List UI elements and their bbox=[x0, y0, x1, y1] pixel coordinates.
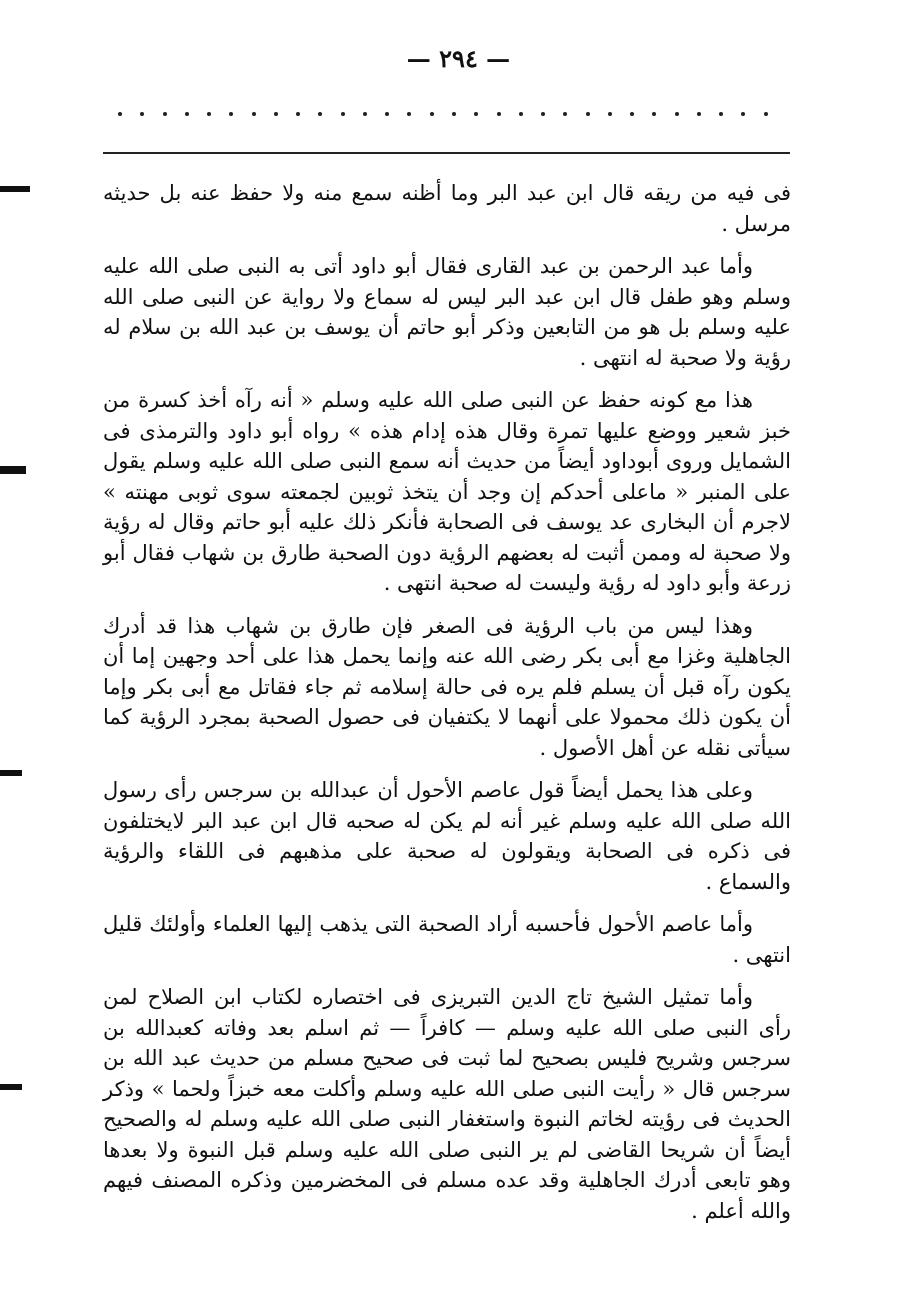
paragraph: فى فيه من ريقه قال ابن عبد البر وما أظنه سمع منه ولا حفظ عنه بل حديثه مرسل . bbox=[103, 181, 791, 236]
separator-dot bbox=[764, 112, 768, 116]
paragraph: وأما عبد الرحمن بن عبد القارى فقال أبو داود أتى به النبى صلى الله عليه وسلم وهو طفل قال ابن عبد البر ليس له سماع ولا رواية عن النبى صلى الله عليه وسلم بل هو من التابعين وذكر أبو حاتم أن يوسف بن عبد الله بن سلام له رؤية ولا صحبة له انتهى . bbox=[103, 254, 791, 370]
separator-dot bbox=[140, 112, 144, 116]
scan-edge-mark bbox=[0, 186, 30, 192]
separator-dot bbox=[586, 112, 590, 116]
separator-dot bbox=[541, 112, 545, 116]
header-rule bbox=[103, 152, 790, 154]
separator-dot bbox=[563, 112, 567, 116]
separator-dot bbox=[296, 112, 300, 116]
separator-dot bbox=[430, 112, 434, 116]
separator-dot bbox=[341, 112, 345, 116]
separator-dot bbox=[207, 112, 211, 116]
separator-dot bbox=[630, 112, 634, 116]
separator-dot bbox=[318, 112, 322, 116]
separator-dot bbox=[363, 112, 367, 116]
separator-dot bbox=[407, 112, 411, 116]
page-number: — ٢٩٤ — bbox=[406, 44, 511, 73]
dotted-separator bbox=[118, 112, 768, 116]
scan-edge-mark bbox=[0, 466, 26, 474]
separator-dot bbox=[675, 112, 679, 116]
separator-dot bbox=[719, 112, 723, 116]
paragraph: وهذا ليس من باب الرؤية فى الصغر فإن طارق بن شهاب هذا قد أدرك الجاهلية وغزا مع أبى بكر رضى الله عنه وإنما يحمل هذا على أحد وجهين إما أن يكون رآه قبل أن يسلم فلم يره فى حالة إسلامه ثم جاء فقاتل مع أبى بكر وإما أن يكون ذلك محمولا على أنهما لا يكتفيان فى حصول الصحبة بمجرد الرؤية كما سيأتى نقله عن أهل الأصول . bbox=[103, 613, 791, 760]
separator-dot bbox=[497, 112, 501, 116]
separator-dot bbox=[118, 112, 122, 116]
separator-dot bbox=[652, 112, 656, 116]
paragraph: وأما عاصم الأحول فأحسبه أراد الصحبة التى يذهب إليها العلماء وأولئك قليل انتهى . bbox=[103, 912, 791, 967]
paragraph: هذا مع كونه حفظ عن النبى صلى الله عليه وسلم « أنه رآه أخذ كسرة من خبز شعير ووضع عليها تمرة وقال هذه إدام هذه » رواه أبو داود والترمذى فى الشمايل وروى أبوداود أيضاً من حديث أنه سمع النبى صلى الله عليه وسلم يقول على المنبر « ماعلى أحدكم إن وجد أن يتخذ ثوبين لجمعته سوى ثوبى مهنته » لاجرم أن البخارى عد يوسف فى الصحابة فأنكر ذلك عليه أبو حاتم وقال له رؤية ولا صحبة له وممن أثبت له بعضهم الرؤية دون الصحبة طارق بن شهاب فقال أبو زرعة وأبو داود له رؤية وليست له صحبة انتهى . bbox=[103, 388, 791, 595]
separator-dot bbox=[385, 112, 389, 116]
separator-dot bbox=[474, 112, 478, 116]
scan-edge-mark bbox=[0, 1084, 22, 1090]
separator-dot bbox=[697, 112, 701, 116]
body-text bbox=[103, 178, 791, 1238]
paragraph: وعلى هذا يحمل أيضاً قول عاصم الأحول أن عبدالله بن سرجس رأى رسول الله صلى الله عليه وسلم غير أنه لم يكن له صحبه قال ابن عبد البر لايختلفون فى ذكره فى الصحابة ويقولون له صحبة على مذهبهم فى اللقاء والرؤية والسماع . bbox=[103, 778, 791, 894]
separator-dot bbox=[252, 112, 256, 116]
separator-dot bbox=[229, 112, 233, 116]
separator-dot bbox=[163, 112, 167, 116]
separator-dot bbox=[185, 112, 189, 116]
scan-edge-mark bbox=[0, 770, 22, 776]
separator-dot bbox=[274, 112, 278, 116]
separator-dot bbox=[741, 112, 745, 116]
separator-dot bbox=[608, 112, 612, 116]
separator-dot bbox=[452, 112, 456, 116]
paragraph: وأما تمثيل الشيخ تاج الدين التبريزى فى اختصاره لكتاب ابن الصلاح لمن رأى النبى صلى الله عليه وسلم — كافراً — ثم اسلم بعد وفاته كعبدالله بن سرجس وشريح فليس بصحيح لما ثبت فى صحيح مسلم من حديث عبد الله بن سرجس قال « رأيت النبى صلى الله عليه وسلم وأكلت معه خبزاً ولحما » وذكر الحديث فى رؤيته لخاتم النبوة واستغفار النبى صلى الله عليه وسلم له والصحيح أيضاً أن شريحا القاضى لم ير النبى صلى الله عليه وسلم قبل النبوة ولا بعدها وهو تابعى أدرك الجاهلية وقد عده مسلم فى المخضرمين وذكره المصنف فيهم والله أعلم . bbox=[103, 985, 791, 1223]
separator-dot bbox=[519, 112, 523, 116]
